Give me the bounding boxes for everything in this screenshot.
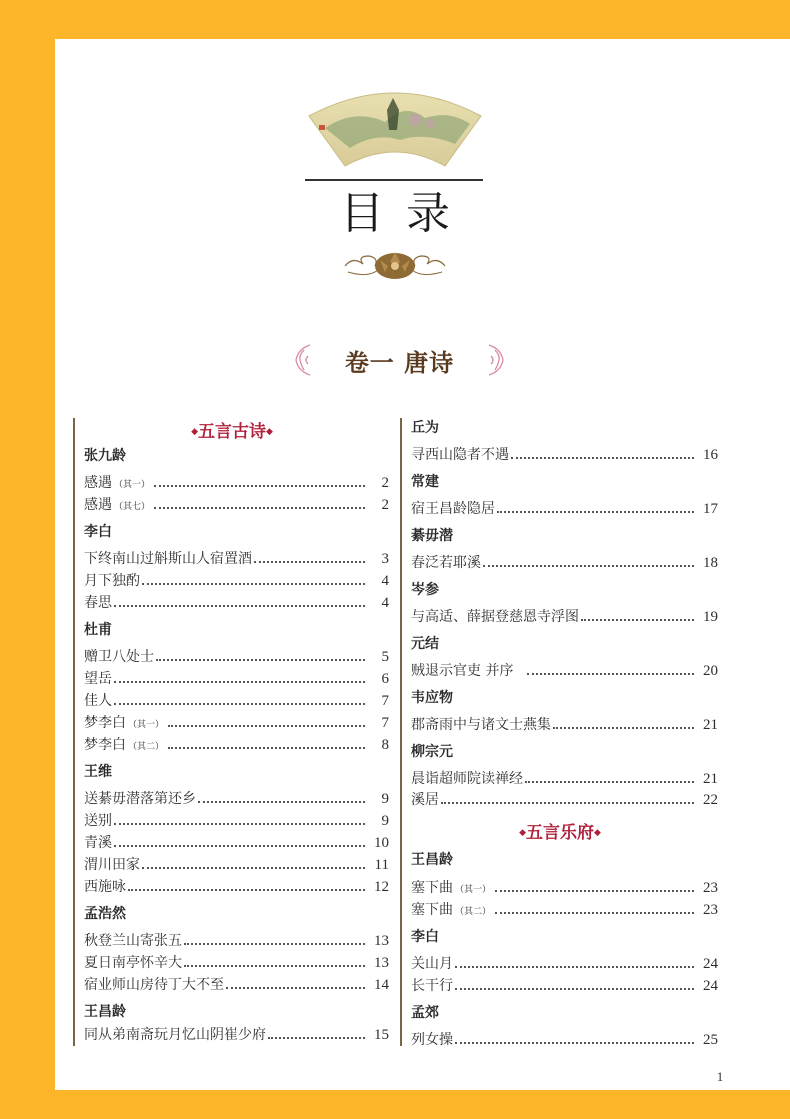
author-name: 张九龄 xyxy=(84,448,126,464)
author-name: 王维 xyxy=(84,764,112,780)
diamond-icon: ◆ xyxy=(519,828,526,838)
toc-entry[interactable]: 塞下曲 （其二） 23 xyxy=(411,902,718,918)
toc-entry[interactable]: 渭川田家 11 xyxy=(84,857,389,873)
toc-entry[interactable]: 送綦毋潜落第还乡 9 xyxy=(84,791,389,807)
toc-entry[interactable]: 春思 4 xyxy=(84,595,389,611)
section-heading: ◆五言乐府◆ xyxy=(519,823,601,843)
toc-entry[interactable]: 晨诣超师院读禅经 21 xyxy=(411,771,718,787)
author-name: 岑参 xyxy=(411,582,439,598)
toc-entry[interactable]: 夏日南亭怀辛大 13 xyxy=(84,955,389,971)
author-name: 柳宗元 xyxy=(411,744,453,760)
author-name: 韦应物 xyxy=(411,690,453,706)
cloud-ornament-left-icon xyxy=(292,342,314,378)
toc-entry[interactable]: 宿业师山房待丁大不至 14 xyxy=(84,977,389,993)
diamond-icon: ◆ xyxy=(266,427,273,437)
lotus-ornament xyxy=(340,244,450,284)
toc-entry[interactable]: 望岳 6 xyxy=(84,671,389,687)
author-name: 元结 xyxy=(411,636,439,652)
toc-entry[interactable]: 秋登兰山寄张五 13 xyxy=(84,933,389,949)
toc-entry[interactable]: 梦李白 （其二） 8 xyxy=(84,737,389,753)
toc-entry[interactable]: 感遇 （其一） 2 xyxy=(84,475,389,491)
toc-entry[interactable]: 与高适、薛据登慈恩寺浮图 19 xyxy=(411,609,718,625)
author-name: 王昌龄 xyxy=(84,1004,126,1020)
toc-entry[interactable]: 贼退示官吏 并序 20 xyxy=(411,663,718,679)
author-name: 孟浩然 xyxy=(84,906,126,922)
toc-entry[interactable]: 列女操 25 xyxy=(411,1032,718,1048)
author-name: 杜甫 xyxy=(84,622,112,638)
title-rule xyxy=(305,179,483,181)
diamond-icon: ◆ xyxy=(594,828,601,838)
fan-painting-image xyxy=(305,88,485,168)
toc-entry[interactable]: 梦李白 （其一） 7 xyxy=(84,715,389,731)
toc-entry[interactable]: 下终南山过斛斯山人宿置酒 3 xyxy=(84,551,389,567)
section-heading: ◆五言古诗◆ xyxy=(191,422,273,442)
toc-entry[interactable]: 西施咏 12 xyxy=(84,879,389,895)
author-name: 丘为 xyxy=(411,420,439,436)
toc-entry[interactable]: 青溪 10 xyxy=(84,835,389,851)
landscape-fan-icon xyxy=(305,88,485,168)
toc-entry[interactable]: 月下独酌 4 xyxy=(84,573,389,589)
toc-entry[interactable]: 长干行 24 xyxy=(411,978,718,994)
toc-entry[interactable]: 春泛若耶溪 18 xyxy=(411,555,718,571)
volume-title: 卷一 唐诗 xyxy=(344,347,455,377)
toc-entry[interactable]: 送别 9 xyxy=(84,813,389,829)
toc-column-right xyxy=(400,418,718,1046)
toc-column-left xyxy=(73,418,389,1046)
toc-entry[interactable]: 塞下曲 （其一） 23 xyxy=(411,880,718,896)
author-name: 李白 xyxy=(411,929,439,945)
toc-entry[interactable]: 郡斋雨中与诸文士燕集 21 xyxy=(411,717,718,733)
toc-entry[interactable]: 赠卫八处士 5 xyxy=(84,649,389,665)
author-name: 王昌龄 xyxy=(411,852,453,868)
diamond-icon: ◆ xyxy=(191,427,198,437)
toc-entry[interactable]: 同从弟南斋玩月忆山阴崔少府 15 xyxy=(84,1027,389,1043)
lotus-cloud-icon xyxy=(340,244,450,284)
page-number: 1 xyxy=(716,1069,724,1084)
toc-entry[interactable]: 宿王昌龄隐居 17 xyxy=(411,501,718,517)
author-name: 孟郊 xyxy=(411,1005,439,1021)
author-name: 常建 xyxy=(411,474,439,490)
toc-entry[interactable]: 寻西山隐者不遇 16 xyxy=(411,447,718,463)
cloud-ornament-right-icon xyxy=(485,342,507,378)
toc-entry[interactable]: 溪居 22 xyxy=(411,792,718,808)
volume-heading xyxy=(292,340,507,380)
page-title: 目录 xyxy=(340,188,472,239)
author-name: 綦毋潜 xyxy=(411,528,453,544)
author-name: 李白 xyxy=(84,524,112,540)
toc-entry[interactable]: 感遇 （其七） 2 xyxy=(84,497,389,513)
toc-entry[interactable]: 佳人 7 xyxy=(84,693,389,709)
toc-entry[interactable]: 关山月 24 xyxy=(411,956,718,972)
